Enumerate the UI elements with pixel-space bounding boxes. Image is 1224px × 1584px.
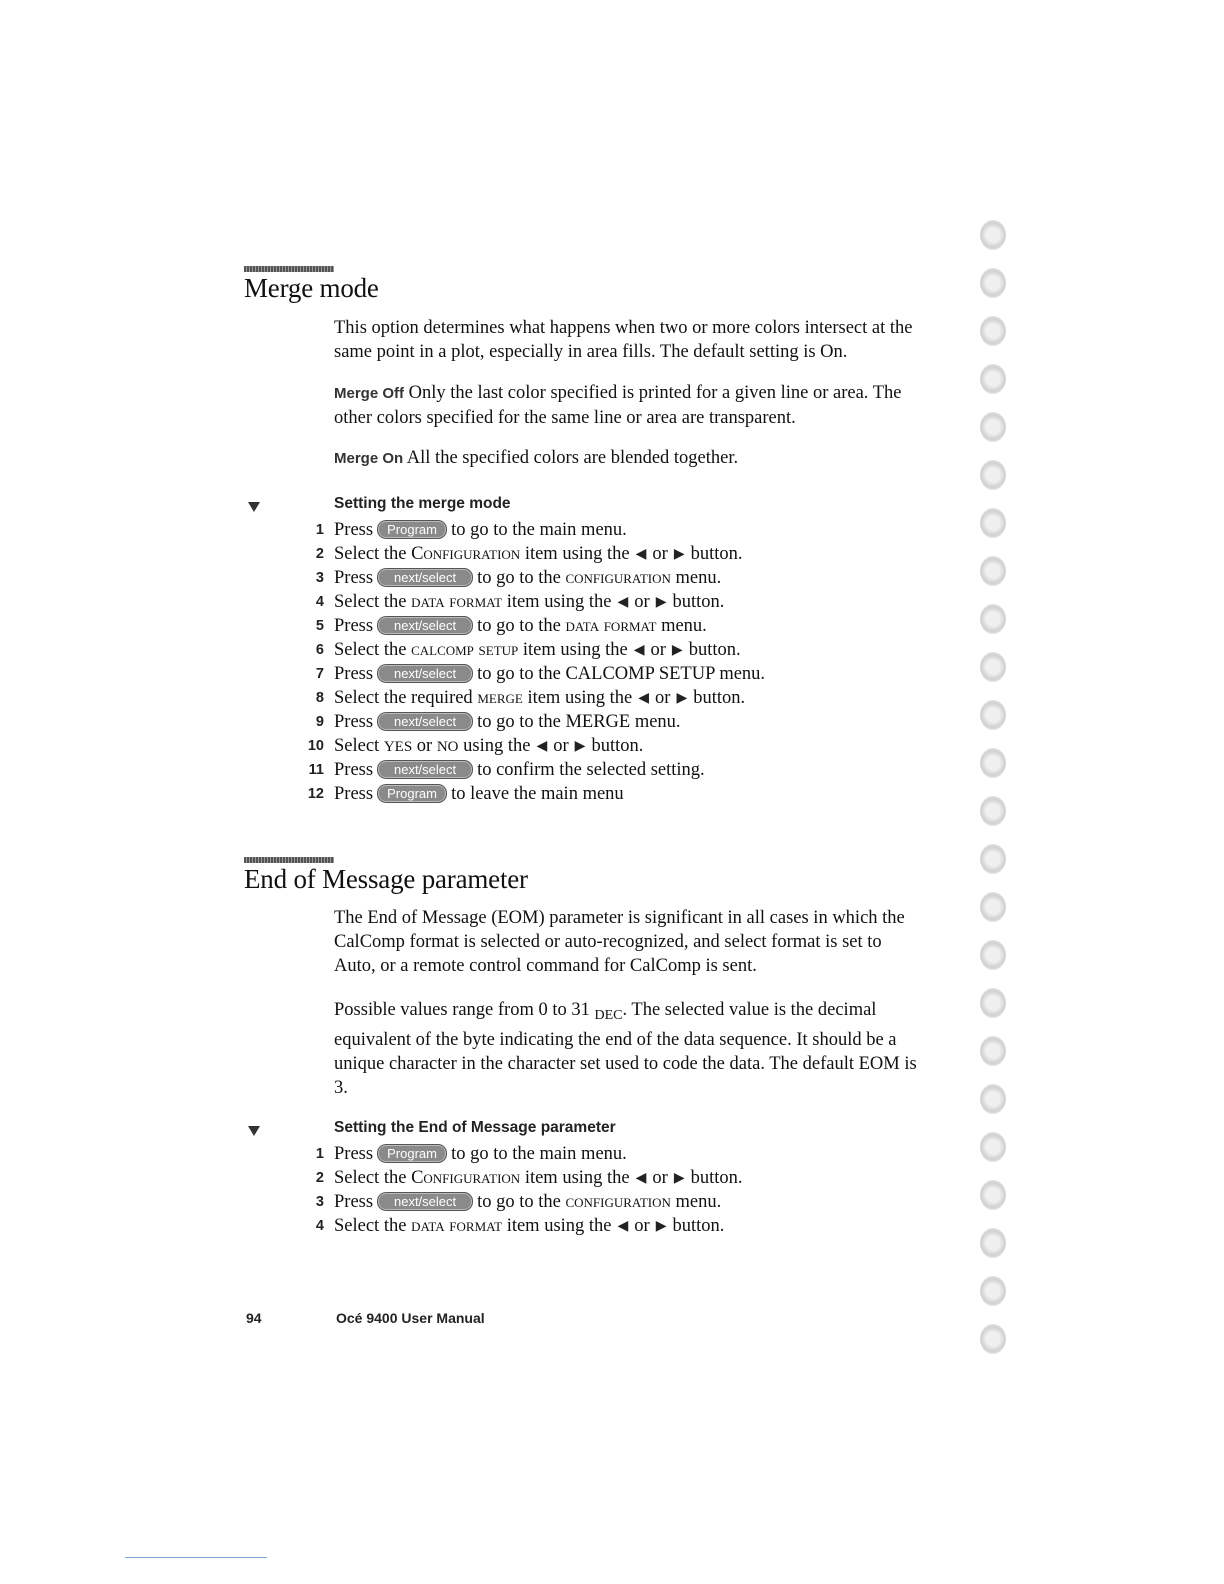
step-item: 4 Select the data format item using the ◀ or ▶ button. — [315, 592, 725, 612]
step-item: 5 Press next/select to go to the data format menu. — [315, 616, 707, 636]
step-item: 4 Select the data format item using the ◀ or ▶ button. — [315, 1216, 725, 1236]
merge-off-term: Merge Off — [334, 385, 405, 402]
binder-hole — [980, 1180, 1006, 1210]
bottom-rule — [125, 1557, 267, 1558]
step-item: 7 Press next/select to go to the CALCOMP SETUP menu. — [315, 664, 766, 684]
next-select-button[interactable]: next/select — [377, 664, 473, 683]
merge-off-text: Only the last color specified is printed for a given line or area. The other colors specified for the same line or area are transparent. — [334, 383, 902, 428]
procedure-triangle-icon — [248, 502, 260, 512]
binder-hole — [980, 1324, 1006, 1354]
merge-on-term: Merge On — [334, 450, 404, 467]
binder-hole — [980, 364, 1006, 394]
binder-hole — [980, 316, 1006, 346]
binder-hole — [980, 844, 1006, 874]
step-item: 1 Press Program to go to the main menu. — [315, 520, 627, 540]
program-button[interactable]: Program — [377, 520, 447, 539]
left-arrow-icon: ◀ — [617, 595, 629, 610]
eom-steps-list — [300, 1142, 743, 1238]
step-item: 8 Select the required merge item using the ◀ or ▶ button. — [315, 688, 746, 708]
next-select-button[interactable]: next/select — [377, 760, 473, 779]
left-arrow-icon: ◀ — [536, 739, 548, 754]
binder-hole — [980, 1084, 1006, 1114]
program-button[interactable]: Program — [377, 784, 447, 803]
page-number: 94 — [246, 1310, 262, 1326]
step-item: 6 Select the calcomp setup item using the ◀ or ▶ button. — [315, 640, 741, 660]
step-item: 10 Select YES or NO using the ◀ or ▶ button. — [307, 736, 644, 756]
manual-title: Océ 9400 User Manual — [336, 1310, 485, 1326]
step-item: 1 Press Program to go to the main menu. — [315, 1144, 627, 1164]
binder-hole — [980, 748, 1006, 778]
binder-hole — [980, 508, 1006, 538]
merge-intro: This option determines what happens when two or more colors intersect at the same point in a plot, especially in area fills. The default setting is On. — [334, 318, 913, 362]
left-arrow-icon: ◀ — [638, 691, 650, 706]
binder-hole — [980, 556, 1006, 586]
binder-hole — [980, 1132, 1006, 1162]
procedure-title-eom: Setting the End of Message parameter — [334, 1119, 616, 1136]
binder-hole — [980, 1036, 1006, 1066]
binder-hole — [980, 1276, 1006, 1306]
binder-hole — [980, 412, 1006, 442]
left-arrow-icon: ◀ — [617, 1219, 629, 1234]
eom-intro: The End of Message (EOM) parameter is significant in all cases in which the CalComp format is selected or auto-recognized, and select format is set to Auto, or a remote control command for CalComp is sent. — [334, 908, 905, 976]
procedure-title-merge: Setting the merge mode — [334, 495, 511, 512]
binder-hole — [980, 652, 1006, 682]
right-arrow-icon: ▶ — [655, 595, 667, 610]
right-arrow-icon: ▶ — [655, 1219, 667, 1234]
binder-hole — [980, 700, 1006, 730]
next-select-button[interactable]: next/select — [377, 712, 473, 731]
binder-hole — [980, 796, 1006, 826]
left-arrow-icon: ◀ — [635, 547, 647, 562]
next-select-button[interactable]: next/select — [377, 1192, 473, 1211]
binder-hole — [980, 220, 1006, 250]
merge-off-definition — [334, 381, 924, 430]
right-arrow-icon: ▶ — [673, 547, 685, 562]
merge-on-text: All the specified colors are blended together. — [406, 448, 739, 468]
next-select-button[interactable]: next/select — [377, 568, 473, 587]
section-title-eom: End of Message parameter — [244, 864, 528, 894]
right-arrow-icon: ▶ — [676, 691, 688, 706]
step-item: 2 Select the Configuration item using the ◀ or ▶ button. — [315, 1168, 743, 1188]
merge-steps-list — [300, 518, 765, 806]
right-arrow-icon: ▶ — [574, 739, 586, 754]
binder-hole — [980, 940, 1006, 970]
binder-hole — [980, 268, 1006, 298]
binder-hole — [980, 988, 1006, 1018]
right-arrow-icon: ▶ — [673, 1171, 685, 1186]
binder-hole — [980, 892, 1006, 922]
merge-on-definition — [334, 446, 924, 471]
program-button[interactable]: Program — [377, 1144, 447, 1163]
section-rule — [244, 857, 334, 863]
step-item: 3 Press next/select to go to the configuration menu. — [315, 568, 722, 588]
next-select-button[interactable]: next/select — [377, 616, 473, 635]
procedure-triangle-icon — [248, 1126, 260, 1136]
right-arrow-icon: ▶ — [671, 643, 683, 658]
step-item: 12 Press Program to leave the main menu — [307, 784, 624, 804]
left-arrow-icon: ◀ — [633, 643, 645, 658]
binder-hole — [980, 604, 1006, 634]
eom-values: Possible values range from 0 to 31 $_{DEC}$. The selected value is the decimal equivalent of the byte indicating the end of the data sequence. It should be a unique character in the character set used to code the data. The default EOM is 3. — [334, 1000, 917, 1098]
step-item: 11 Press next/select to confirm the selected setting. — [308, 760, 705, 780]
section-title-merge-mode: Merge mode — [244, 273, 379, 303]
left-arrow-icon: ◀ — [635, 1171, 647, 1186]
step-item: 3 Press next/select to go to the configuration menu. — [315, 1192, 722, 1212]
section-rule — [244, 266, 334, 272]
step-item: 9 Press next/select to go to the MERGE menu. — [315, 712, 681, 732]
binder-hole — [980, 1228, 1006, 1258]
binder-hole — [980, 460, 1006, 490]
step-item: 2 Select the Configuration item using the ◀ or ▶ button. — [315, 544, 743, 564]
